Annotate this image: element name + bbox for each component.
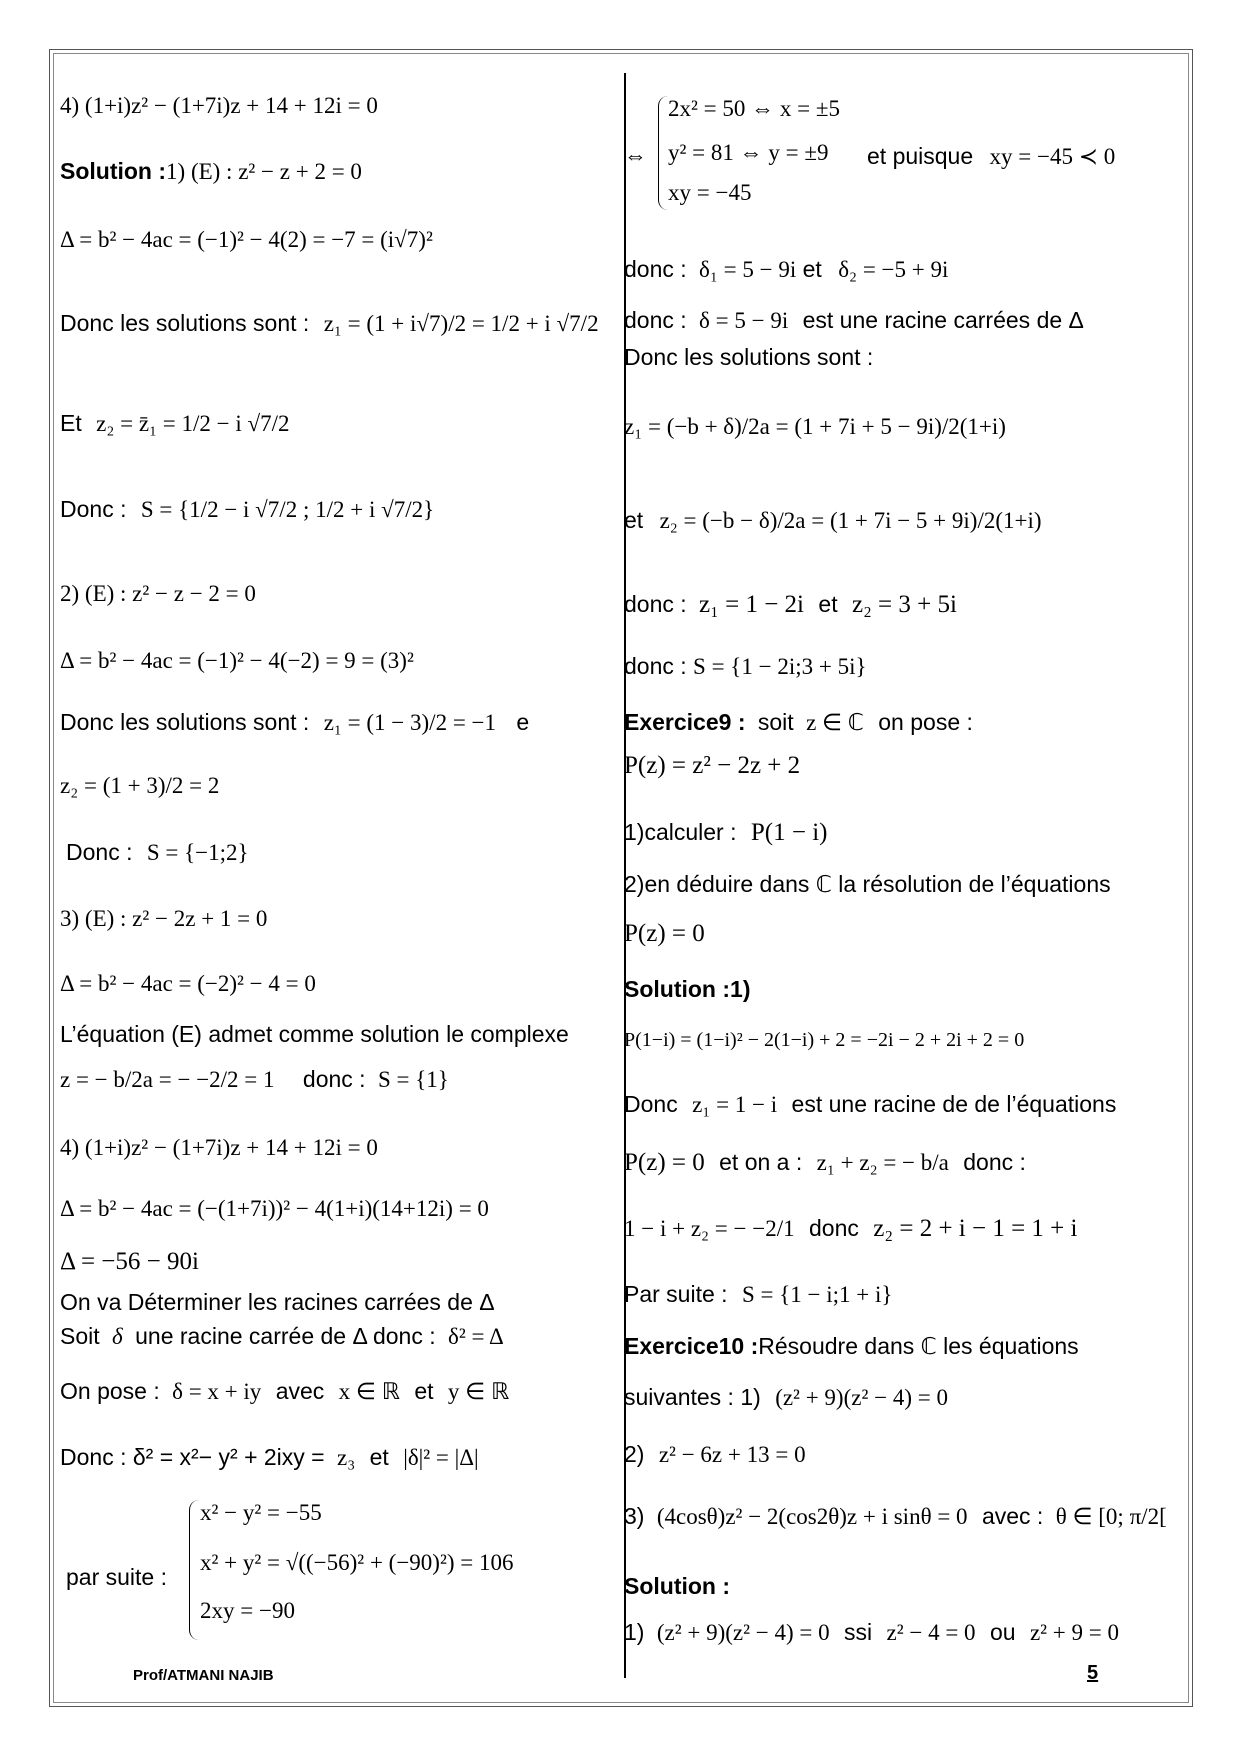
p-evaluation: P(1−i) = (1−i)² − 2(1−i) + 2 = −2i − 2 + 2i + 2 = 0 — [624, 1029, 1025, 1051]
factor-1-zero: z² − 4 = 0 — [886, 1620, 976, 1645]
delta-2: Δ = b² − 4ac = (−1)² − 4(−2) = 9 = (3)² — [60, 648, 414, 673]
sum-substitution: 1 − i + z₂ = − −2/1 — [624, 1216, 795, 1241]
z2-deduction-line — [624, 1214, 1077, 1243]
item-number: 3) — [624, 1503, 645, 1529]
equation-p-zero: P(z) = 0 — [624, 920, 705, 947]
system-1-row: x² − y² = −55 — [200, 1500, 322, 1525]
z1-formula: z₁ = (1 + i√7)/2 = 1/2 + i √7/2 — [323, 311, 599, 336]
solutions-text: Donc les solutions sont : — [60, 310, 310, 336]
set-1-line — [60, 495, 434, 524]
root-text: une racine carrée de Δ donc : — [135, 1323, 436, 1349]
delta-root-line — [60, 1322, 504, 1351]
delta2-value: δ₂ = −5 + 9i — [838, 257, 949, 282]
delta-def: δ = x + iy — [172, 1379, 262, 1404]
expansion-text: Donc : δ² = x²− y² + 2ixy = — [60, 1444, 325, 1470]
question-2: 2)en déduire dans ℂ la résolution de l’équations — [624, 871, 1111, 897]
system-2-prefix: ⇔ — [624, 143, 647, 168]
soit-text: Soit — [60, 1323, 100, 1349]
exercise-10-text: Résoudre dans ℂ les équations — [758, 1333, 1079, 1359]
donc-text: donc : — [624, 653, 687, 679]
solution-set-5: S = {1 − i;1 + i} — [741, 1282, 893, 1307]
equation-10-1: (z² + 9)(z² − 4) = 0 — [775, 1385, 948, 1410]
equation-10-2: z² − 6z + 13 = 0 — [658, 1442, 806, 1467]
root-found-line — [624, 1090, 1116, 1119]
system-2-row: 2x² = 50 ⇔ x = ±5 — [668, 96, 840, 121]
z1-value: z₁ = 1 − 2i — [699, 591, 805, 618]
solution-set-1: S = {1/2 − i √7/2 ; 1/2 + i √7/2} — [140, 497, 435, 522]
exercise-10-label: Exercice10 : — [624, 1333, 759, 1359]
ou-text: ou — [989, 1619, 1016, 1645]
on-pose-text: on pose : — [878, 709, 973, 735]
solution-10-heading: Solution : — [624, 1573, 731, 1599]
square-roots-sentence: On va Déterminer les racines carrées de Δ — [60, 1289, 495, 1315]
on-pose-text: On pose : — [60, 1378, 160, 1404]
donc-text: donc : — [624, 591, 687, 617]
factor-2-zero: z² + 9 = 0 — [1029, 1620, 1119, 1645]
theta-interval: θ ∈ [0; π/2[ — [1055, 1504, 1167, 1529]
deltas-line — [624, 255, 948, 284]
et-text: et — [369, 1444, 389, 1470]
equation-e4: 4) (1+i)z² − (1+7i)z + 14 + 12i = 0 — [60, 1135, 378, 1160]
equation-p-zero: P(z) = 0 — [624, 1149, 705, 1176]
exercise-9-label: Exercice9 : — [624, 709, 746, 735]
calculer-text: 1)calculer : — [624, 819, 737, 845]
delta1-value: δ₁ = 5 − 9i — [699, 257, 797, 282]
donc-text: donc — [809, 1215, 859, 1241]
solutions-1-line — [60, 309, 599, 338]
z1-value: z₁ = (1 − 3)/2 = −1 — [323, 710, 497, 735]
z2-value: z₂ = 3 + 5i — [851, 591, 957, 618]
par-suite-text: Par suite : — [624, 1281, 728, 1307]
delta-value: δ = 5 − 9i — [699, 308, 789, 333]
exercise-10-title — [624, 1332, 1079, 1360]
soit-text: soit — [757, 709, 794, 735]
solution-set-4: S = {1 − 2i;3 + 5i} — [693, 654, 867, 679]
z2-formula: z₂ = z̄₁ = 1/2 − i √7/2 — [96, 411, 290, 436]
et-on-a-text: et on a : — [719, 1149, 803, 1175]
modulus-eq: |δ|² = |Δ| — [403, 1445, 479, 1470]
vieta-line — [624, 1148, 1026, 1177]
truncated-e: e — [516, 709, 530, 735]
solution-set-2: S = {−1;2} — [146, 840, 249, 865]
delta-4-value: Δ = −56 − 90i — [60, 1248, 199, 1275]
solution-10-line — [624, 1618, 1119, 1647]
product-zero: (z² + 9)(z² − 4) = 0 — [656, 1620, 830, 1645]
root-sentence: est une racine de de l’équations — [791, 1091, 1117, 1117]
double-root-line — [60, 1065, 449, 1094]
exercise-10-eq2 — [624, 1440, 806, 1469]
ssi-text: ssi — [844, 1619, 873, 1645]
z3-symbol: z₃ — [337, 1445, 356, 1470]
xy-negative: xy = −45 ≺ 0 — [989, 144, 1116, 169]
pose-line — [60, 1377, 509, 1406]
solution-1-heading — [60, 157, 362, 186]
equation-4-statement: 4) (1+i)z² − (1+7i)z + 14 + 12i = 0 — [60, 93, 378, 118]
donc-text: donc : — [302, 1066, 366, 1092]
equation-10-3: (4cosθ)z² − 2(cos2θ)z + i sinθ = 0 — [656, 1504, 968, 1529]
root-sentence: est une racine carrées de Δ — [802, 307, 1084, 333]
solution-set-3: S = {1} — [377, 1067, 449, 1092]
solutions-2-line — [60, 708, 529, 737]
delta-symbol: δ — [112, 1324, 123, 1349]
et-puisque-text: et puisque — [867, 143, 974, 169]
delta-1: Δ = b² − 4ac = (−1)² − 4(2) = −7 = (i√7)² — [60, 227, 433, 252]
z2-result: z₂ = 2 + i − 1 = 1 + i — [873, 1215, 1078, 1242]
item-number: 2) — [624, 1441, 645, 1467]
author-footer: Prof/ATMANI NAJIB — [133, 1667, 274, 1684]
y-real: y ∈ ℝ — [447, 1379, 510, 1404]
et-text: Et — [60, 410, 82, 436]
delta-4: Δ = b² − 4ac = (−(1+7i))² − 4(1+i)(14+12i) = 0 — [60, 1196, 489, 1221]
z-formula: z = − b/2a = − −2/2 = 1 — [60, 1067, 275, 1092]
root-choice-line — [624, 306, 1084, 335]
solution-9-heading: Solution :1) — [624, 976, 751, 1002]
system-1-row: x² + y² = √((−56)² + (−90)²) = 106 — [200, 1550, 514, 1575]
page-number: 5 — [1087, 1662, 1099, 1684]
equation-e1: 1) (E) : z² − z + 2 = 0 — [166, 159, 362, 184]
et-text: et — [818, 591, 838, 617]
exercise-10-eq1 — [624, 1383, 948, 1412]
z-complex: z ∈ ℂ — [806, 710, 864, 735]
donc-text: donc : — [624, 307, 687, 333]
set-4-line — [624, 652, 867, 681]
solution-label: Solution : — [60, 158, 167, 184]
system-2-row: xy = −45 — [668, 180, 752, 205]
system-2-row: y² = 81 ⇔ y = ±9 — [668, 140, 829, 165]
system-1-row: 2xy = −90 — [200, 1598, 295, 1623]
x-real: x ∈ ℝ — [338, 1379, 400, 1404]
z1-root: z₁ = 1 − i — [692, 1092, 778, 1117]
item-number: 1) — [624, 1619, 645, 1645]
et-text: et — [802, 256, 822, 282]
delta-square-line — [60, 1443, 479, 1472]
z2-formula-line — [624, 506, 1042, 535]
donc-text: donc : — [624, 256, 687, 282]
solutions-text: Donc les solutions sont : — [60, 709, 310, 735]
equation-e3: 3) (E) : z² − 2z + 1 = 0 — [60, 906, 268, 931]
z2-line — [60, 409, 290, 438]
p-of-1-minus-i: P(1 − i) — [750, 819, 828, 846]
donc-text: Donc : — [66, 839, 133, 865]
delta-square-eq: δ² = Δ — [448, 1324, 504, 1349]
et-text: et — [624, 507, 644, 533]
set-5-line — [624, 1280, 892, 1309]
equation-e2: 2) (E) : z² − z − 2 = 0 — [60, 581, 256, 606]
question-1 — [624, 818, 827, 847]
z2-quadratic-formula: z₂ = (−b − δ)/2a = (1 + 7i − 5 + 9i)/2(1+i) — [659, 508, 1042, 533]
sign-condition — [867, 142, 1115, 171]
par-suite-text: par suite : — [66, 1564, 167, 1590]
et-text: et — [414, 1378, 434, 1404]
exercise-9-title — [624, 708, 973, 737]
z1-quadratic-formula: z₁ = (−b + δ)/2a = (1 + 7i + 5 − 9i)/2(1+i) — [624, 414, 1006, 439]
roots-values-line — [624, 590, 957, 619]
avec-text: avec — [275, 1378, 325, 1404]
z2-value: z₂ = (1 + 3)/2 = 2 — [60, 773, 220, 798]
sum-of-roots: z₁ + z₂ = − b/a — [816, 1150, 949, 1175]
suivantes-text: suivantes : 1) — [624, 1384, 761, 1410]
exercise-10-eq3 — [624, 1502, 1167, 1531]
polynomial-p: P(z) = z² − 2z + 2 — [624, 752, 801, 779]
donc-text: donc : — [963, 1149, 1026, 1175]
solutions-text: Donc les solutions sont : — [624, 344, 874, 370]
donc-text: Donc — [624, 1091, 678, 1117]
avec-text: avec : — [981, 1503, 1044, 1529]
double-root-sentence: L’équation (E) admet comme solution le complexe — [60, 1021, 569, 1047]
delta-3: Δ = b² − 4ac = (−2)² − 4 = 0 — [60, 971, 316, 996]
donc-text: Donc : — [60, 496, 127, 522]
set-2-line — [66, 838, 249, 867]
